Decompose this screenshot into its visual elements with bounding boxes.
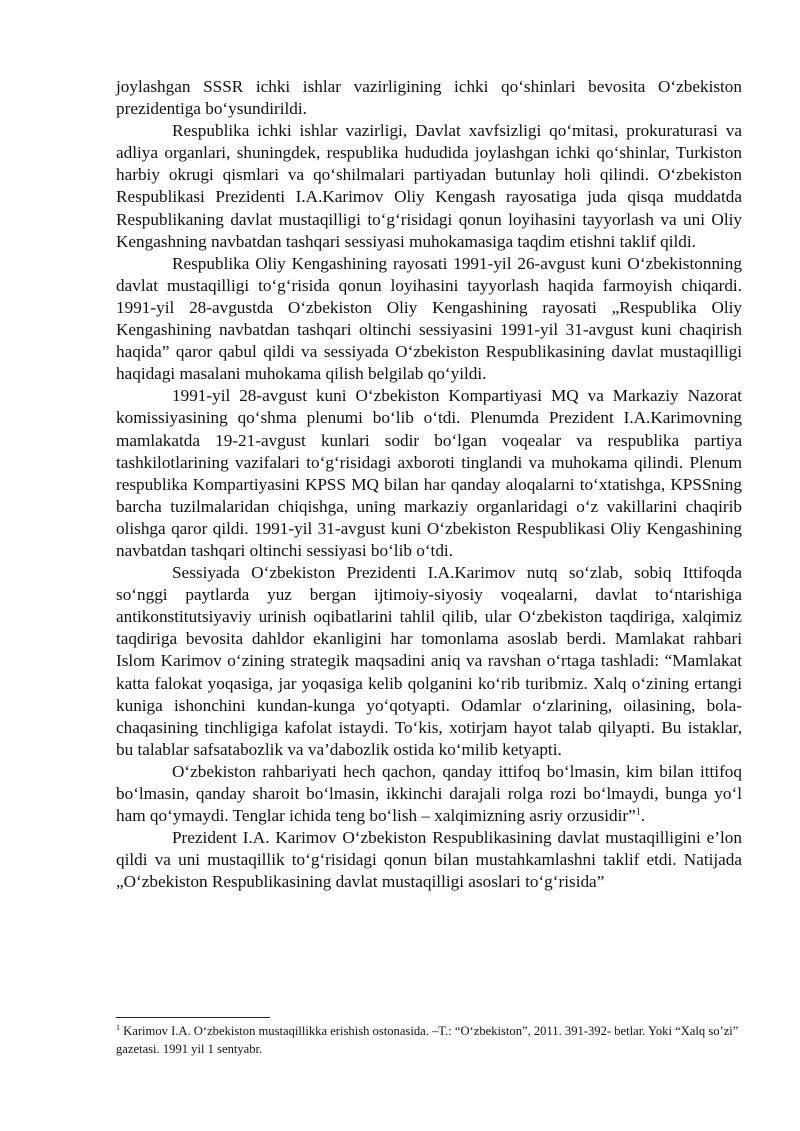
- paragraph-5: Sessiyada O‘zbekiston Prezidenti I.A.Karimov nutq so‘zlab, sobiq Ittifoqda so‘nggi paytlarda yuz bergan ijtimoiy-siyosiy voqealarni, davlat to‘ntarishiga antikonstitutsiyaviy urinish oqibatlarini tahlil qilib, ular O‘zbekiston taqdiriga, xalqimiz taqdiriga bevosita dahldor ekanligini har tomonlama asoslab berdi. Mamlakat rahbari Islom Karimov o‘zining strategik maqsadini aniq va ravshan o‘rtaga tashladi: “Mamlakat katta falokat yoqasiga, jar yoqasiga kelib qolganini ko‘rib turibmiz. Xalq o‘zining ertangi kuniga ishonchini kundan-kunga yo‘qotyapti. Odamlar o‘zlarining, oilasining, bola-chaqasining tinchligiga kafolat istaydi. To‘kis, xotirjam hayot talab qilyapti. Bu istaklar, bu talablar safsatabozlik va va’dabozlik ostida ko‘milib ketyapti.: [116, 563, 742, 759]
- paragraph-6: [116, 761, 742, 827]
- document-body: [116, 76, 742, 893]
- footnote-separator: [116, 1017, 270, 1018]
- footnote-text: Karimov I.A. O‘zbekiston mustaqillikka erishish ostonasida. –T.: “O‘zbekiston”, 2011. 391-392- betlar. Yoki “Xalq so’zi” gazetasi. 1991 yil 1 sentyabr.: [116, 1024, 739, 1056]
- paragraph-3: Respublika Oliy Kengashining rayosati 1991-yil 26-avgust kuni O‘zbekistonning davlat mustaqilligi to‘g‘risida qonun loyihasini tayyorlash haqida farmoyish chiqardi. 1991-yil 28-avgustda O‘zbekiston Oliy Kengashining rayosati „Respublika Oliy Kengashining navbatdan tashqari oltinchi sessiyasini 1991-yil 31-avgust kuni chaqirish haqida” qaror qabul qildi va sessiyada O‘zbekiston Respublikasining davlat mustaqilligi haqidagi masalani muhokama qilish belgilab qo‘yildi.: [116, 253, 742, 384]
- paragraph-1: joylashgan SSSR ichki ishlar vazirligining ichki qo‘shinlari bevosita O‘zbekiston prezidentiga bo‘ysundirildi.: [116, 77, 742, 119]
- footnote-marker: 1: [116, 1022, 120, 1032]
- paragraph-2: Respublika ichki ishlar vazirligi, Davlat xavfsizligi qo‘mitasi, prokuraturasi va adliya organlari, shuningdek, respublika hududida joylashgan ichki qo‘shinlar, Turkiston harbiy okrugi qismlari va qo‘shilmalari partiyadan butunlay holi qilindi. O‘zbekiston Respublikasi Prezidenti I.A.Karimov Oliy Kengash rayosatiga juda qisqa muddatda Respublikaning davlat mustaqilligi to‘g‘risidagi qonun loyihasini tayyorlash va uni Oliy Kengashning navbatdan tashqari sessiyasi muhokamasiga taqdim etishni taklif qildi.: [116, 121, 742, 251]
- paragraph-6-period: .: [640, 806, 646, 826]
- paragraph-4: 1991-yil 28-avgust kuni O‘zbekiston Kompartiyasi MQ va Markaziy Nazorat komissiyasining qo‘shma plenumi bo‘lib o‘tdi. Plenumda Prezident I.A.Karimovning mamlakatda 19-21-avgust kunlari sodir bo‘lgan voqealar va respublika partiya tashkilotlarining vazifalari to‘g‘risidagi axboroti tinglandi va muhokama qilindi. Plenum respublika Kompartiyasini KPSS MQ bilan har qanday aloqalarni to‘xtatishga, KPSSning barcha tuzilmalaridan chiqishga, uning markaziy organlaridagi o‘z vakillarini chaqirib olishga qaror qildi. 1991-yil 31-avgust kuni O‘zbekiston Respublikasi Oliy Kengashining navbatdan tashqari oltinchi sessiyasi bo‘lib o‘tdi.: [116, 386, 742, 560]
- footnote: [116, 1022, 742, 1058]
- paragraph-6-text: O‘zbekiston rahbariyati hech qachon, qanday ittifoq bo‘lmasin, kim bilan ittifoq bo‘lmasin, qanday sharoit bo‘lmasin, ikkinchi darajali rolga rozi bo‘lmaydi, bunga yo‘l ham qo‘ymaydi. Tenglar ichida teng bo‘lish – xalqimizning asriy orzusidir”: [116, 761, 742, 826]
- footnote-reference[interactable]: 1: [635, 806, 641, 818]
- paragraph-7: Prezident I.A. Karimov O‘zbekiston Respublikasining davlat mustaqilligini e’lon qildi va uni mustaqillik to‘g‘risidagi qonun bilan mustahkamlashni taklif etdi. Natijada „O‘zbekiston Respublikasining davlat mustaqilligi asoslari to‘g‘risida”: [116, 828, 742, 892]
